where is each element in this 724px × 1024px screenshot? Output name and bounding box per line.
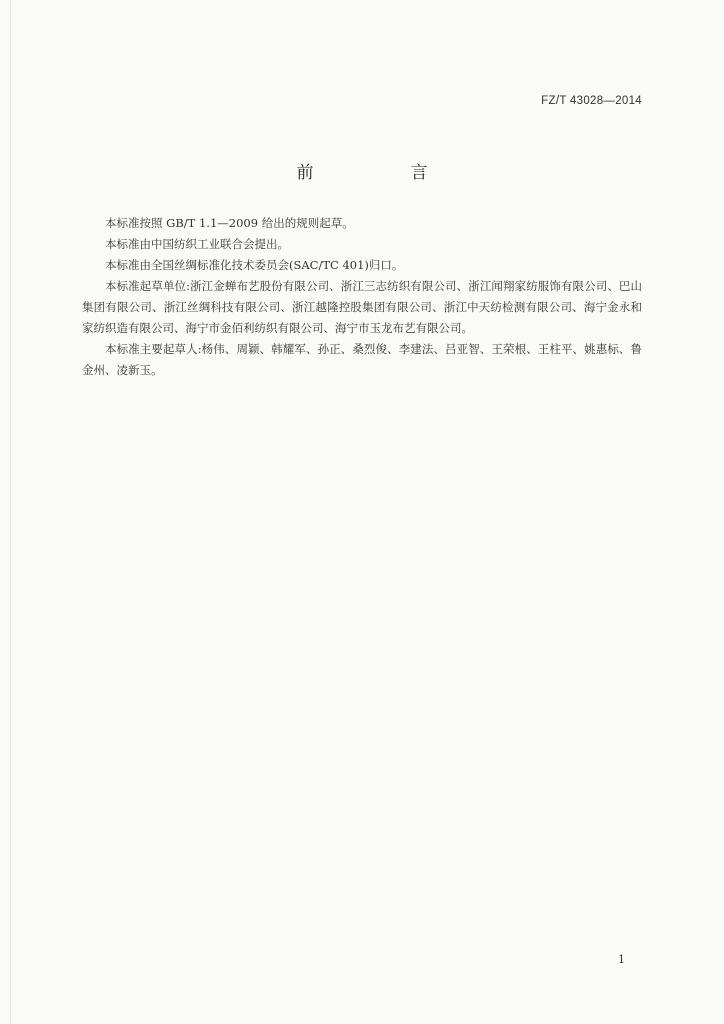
paragraph-drafting-organizations: 本标准起草单位:浙江金蝉布艺股份有限公司、浙江三志纺织有限公司、浙江闻翔家纺服饰有限公司、巴山集团有限公司、浙江丝绸科技有限公司、浙江越隆控股集团有限公司、浙江中天纺检测有限公司、海宁金永和家纺织造有限公司、海宁市金佰利纺织有限公司、海宁市玉龙布艺有限公司。 [82,279,642,335]
page-edge-line [10,0,11,1024]
foreword-body [82,213,642,381]
page-title: 前 言 [296,163,468,183]
page-number: 1 [618,953,625,966]
standard-code: FZ/T 43028—2014 [541,95,642,107]
paragraph-proposed-by: 本标准由中国纺织工业联合会提出。 [105,237,289,251]
paragraph-under-jurisdiction: 本标准由全国丝绸标准化技术委员会(SAC/TC 401)归口。 [105,258,404,272]
paragraph-main-drafters: 本标准主要起草人:杨伟、周颖、韩耀军、孙正、桑烈俊、李建法、吕亚智、王荣根、王柱平、姚惠标、鲁金州、凌新玉。 [82,342,642,377]
paragraph-drafting-rules: 本标准按照 GB/T 1.1—2009 给出的规则起草。 [105,216,354,230]
